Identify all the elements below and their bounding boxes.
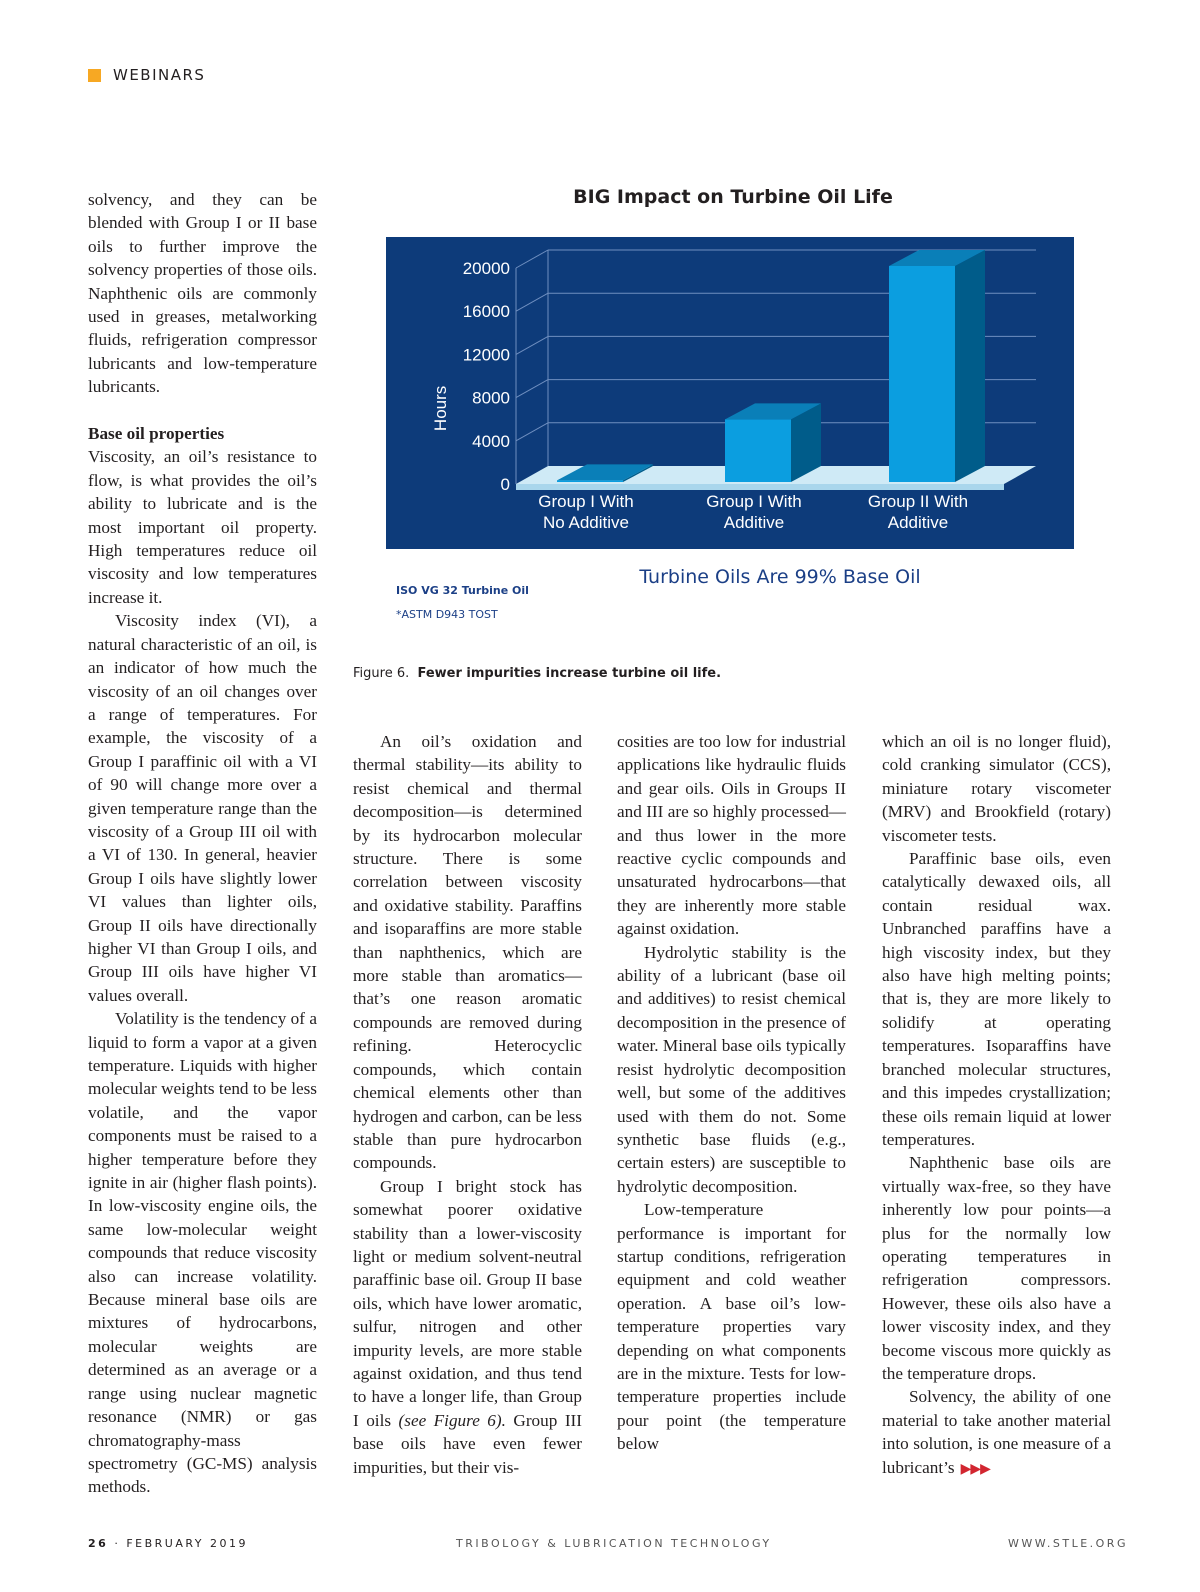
y-tick-label: 4000: [472, 431, 510, 451]
bar-chart: [386, 237, 1074, 549]
paragraph: An oil’s oxidation and thermal stability—its ability to resist chemical and thermal decomposition—is determined by its hydrocarbon molecular structure. There is some correlation between viscosity and oxidative stability. Paraffins and isoparaffins are more stable than naphthenics, which are more stable than aromatics—that’s one reason aromatic compounds are removed during refining. Heterocyclic compounds, which contain chemical elements other than hydrogen and carbon, can be less stable than pure hydrocarbon compounds.: [353, 732, 582, 1173]
paragraph: Viscosity index (VI), a natural characteristic of an oil, is an indicator of how much the viscosity of an oil changes over a range of temperatures. For example, the viscosity of a Group I paraffinic oil with a VI of 90 will change more over a given temperature range than the viscosity of a Group III oil with a VI of 130. In general, heavier Group I oils have slightly lower VI values than lighter oils, Group II oils have directionally higher VI than Group I oils, and Group III oils have higher VI values overall.: [88, 611, 317, 1005]
y-tick-label: 16000: [462, 302, 510, 322]
continue-arrows-icon: ▶▶▶: [960, 1461, 990, 1477]
x-tick-label: Additive: [723, 513, 785, 532]
footer-separator: ·: [114, 1537, 121, 1550]
text-column-3: [617, 730, 846, 1456]
paragraph: cosities are too low for industrial applications like hydraulic fluids and gear oils. Oils in Groups II and III are so highly processed—and thus lower in the more reactive cyclic compounds and unsaturated hydrocarbons—that they are inherently more stable against oxidation.: [617, 732, 846, 939]
y-tick-label: 12000: [462, 345, 510, 365]
footer-page-info: [88, 1537, 248, 1550]
chart-floor-edge: [516, 484, 1004, 490]
page-number: 26: [88, 1537, 109, 1550]
caption-text: Fewer impurities increase turbine oil life.: [417, 666, 722, 681]
paragraph-text: Group I bright stock has somewhat poorer oxidative stability than a lower-viscosity light or medium solvent-neutral paraffinic base oil. Group II base oils, which have lower aromatic, sulfur, nitrogen and other impurity levels, are more stable against oxidation, and thus tend to have a longer life, than Group I oils: [353, 1176, 582, 1430]
bar-side: [955, 250, 985, 482]
paragraph: which an oil is no longer fluid), cold cranking simulator (CCS), miniature rotary viscometer (MRV) and Brookfield (rotary) viscometer tests.: [882, 732, 1111, 845]
publication-name: TRIBOLOGY & LUBRICATION TECHNOLOGY: [456, 1537, 772, 1550]
section-heading: Base oil properties: [88, 424, 225, 444]
y-tick-label: 0: [500, 475, 510, 494]
figure-note-oil: ISO VG 32 Turbine Oil: [396, 584, 529, 597]
x-tick-label: Group I With: [538, 492, 634, 511]
y-axis-label: Hours: [431, 385, 450, 432]
paragraph: Hydrolytic stability is the ability of a lubricant (base oil and additives) to resist chemical decomposition in the presence of water. Mineral base oils typically resist hydrolytic decomposition well, but some of the additives used with them do not. Some synthetic base fluids (e.g., certain esters) are susceptible to hydrolytic decomposition.: [617, 942, 846, 1196]
issue-date: FEBRUARY 2019: [126, 1537, 249, 1550]
x-tick-label: No Additive: [543, 513, 629, 532]
y-tick-label: 20000: [462, 259, 510, 278]
x-tick-label: Group II With: [867, 492, 969, 511]
paragraph: Paraffinic base oils, even catalytically dewaxed oils, all contain residual wax. Unbranched paraffins have a high viscosity index, but they also have high melting points; that is, they are more likely to solidify at operating temperatures. Isoparaffins have branched molecular structures, and this impedes crystallization; these oils remain liquid at lower temperatures.: [882, 849, 1111, 1149]
paragraph: Viscosity, an oil’s resistance to flow, is what provides the oil’s ability to lubricate and is the most important oil property. High temperatures reduce oil viscosity and low temperatures increase it.: [88, 447, 317, 607]
figure-title: BIG Impact on Turbine Oil Life: [573, 186, 893, 208]
paragraph: Volatility is the tendency of a liquid to form a vapor at a given temperature. Liquids with higher molecular weights tend to be less volatile, and the vapor components must be raised to a higher temperature before they ignite in air (higher flash points). In low-viscosity engine oils, the same low-molecular weight compounds that reduce viscosity also can increase volatility. Because mineral base oils are mixtures of hydrocarbons, molecular weights are determined as an average or a range using nuclear magnetic resonance (NMR) or gas chromatography-mass spectrometry (GC-MS) analysis methods.: [88, 1009, 317, 1497]
x-tick-label: Additive: [887, 513, 949, 532]
figure-note-test: *ASTM D943 TOST: [396, 608, 498, 621]
text-column-2: [353, 730, 582, 1479]
paragraph: Low-temperature performance is important for startup conditions, refrigeration equipment and cold weather operation. A base oil’s low-temperature properties vary depending on what components are in the mixture. Tests for low-temperature properties include pour point (the temperature below: [617, 1200, 846, 1454]
paragraph: [882, 1385, 1111, 1481]
section-header: [88, 66, 205, 84]
paragraph: Naphthenic base oils are virtually wax-free, so they have inherently low pour points—a plus for the normally low operating temperatures in refrigeration compressors. However, these oils also have a lower viscosity index, and they become viscous more quickly as the temperature drops.: [882, 1153, 1111, 1383]
paragraph: [353, 1175, 582, 1479]
text-column-1: [88, 188, 317, 1499]
text-column-4: [882, 730, 1111, 1481]
bar: [889, 266, 955, 482]
section-marker-icon: [88, 69, 101, 82]
section-label: WEBINARS: [113, 66, 206, 84]
y-tick-label: 8000: [472, 388, 510, 408]
bar: [725, 419, 791, 482]
website-url: WWW.STLE.ORG: [1008, 1537, 1128, 1550]
caption-label: Figure 6.: [353, 666, 410, 681]
paragraph-text: Solvency, the ability of one material to take another material into solution, is one measure of a lubricant’s: [882, 1387, 1111, 1477]
x-tick-label: Group I With: [706, 492, 802, 511]
figure-reference: (see Figure 6).: [398, 1410, 506, 1430]
paragraph: solvency, and they can be blended with Group I or II base oils to further improve the solvency properties of those oils. Naphthenic oils are commonly used in greases, metalworking fluids, refrigeration compressor lubricants and low-temperature lubricants.: [88, 190, 317, 397]
figure-caption: [353, 666, 721, 681]
bar: [557, 480, 623, 482]
figure-subtitle: Turbine Oils Are 99% Base Oil: [639, 566, 921, 588]
paragraph-text: Group III base oils have even fewer impurities, but their vis-: [353, 1410, 582, 1477]
